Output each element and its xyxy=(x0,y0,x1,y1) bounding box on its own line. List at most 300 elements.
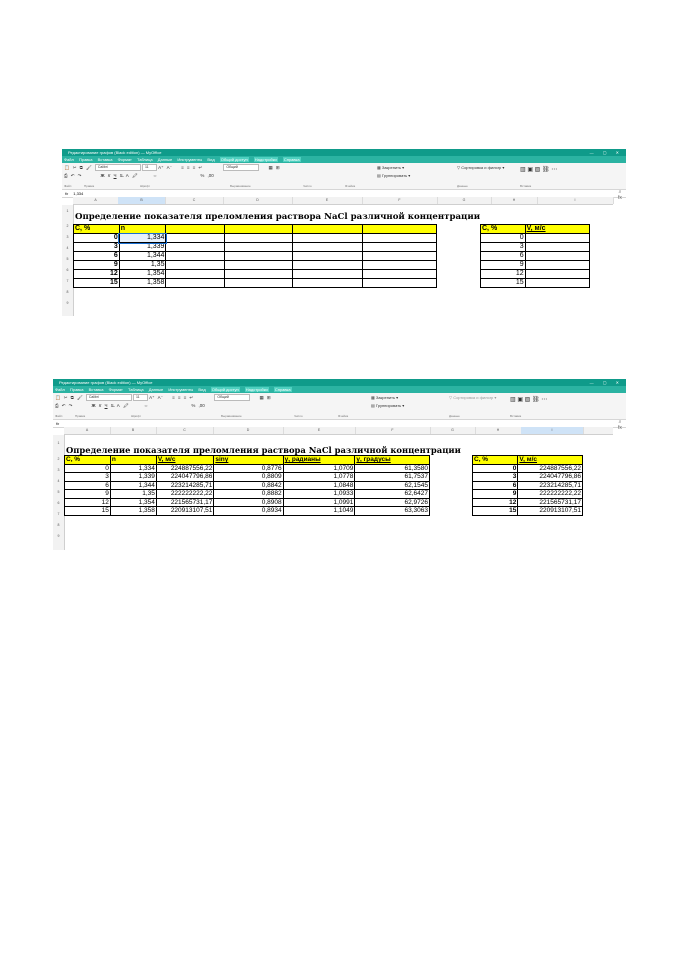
cell[interactable]: 1,35 xyxy=(119,261,166,270)
cell[interactable]: 9 xyxy=(65,490,111,499)
underline-icon[interactable]: Ч xyxy=(104,403,108,408)
cell[interactable]: 1,0848 xyxy=(283,481,355,490)
group-edit: Правка xyxy=(75,414,86,418)
group-font: Шрифт xyxy=(131,414,141,418)
table-row xyxy=(473,481,583,490)
strikethrough-icon[interactable]: S̶ xyxy=(110,403,114,408)
font-name-select[interactable]: Calibri xyxy=(95,164,141,171)
cell[interactable]: 62,9726 xyxy=(355,498,430,507)
cell[interactable]: 223214285,71 xyxy=(518,481,583,490)
table-row xyxy=(481,261,590,270)
menu-help[interactable]: Справка xyxy=(274,387,291,392)
spreadsheet-window-2 xyxy=(53,379,626,550)
header-cell[interactable] xyxy=(166,225,224,234)
cell[interactable] xyxy=(525,243,589,252)
cell[interactable] xyxy=(525,279,589,288)
menu-insert[interactable]: Вставка xyxy=(97,157,113,162)
spreadsheet-window-1 xyxy=(62,149,626,316)
cell[interactable]: 1,354 xyxy=(110,498,156,507)
header-cell[interactable]: V, м/с xyxy=(525,225,589,234)
menu-data[interactable]: Данные xyxy=(148,387,164,392)
cell[interactable] xyxy=(166,279,224,288)
cell[interactable] xyxy=(166,261,224,270)
cell[interactable]: 1,358 xyxy=(110,507,156,516)
group-edit: Правка xyxy=(84,184,95,188)
menu-view[interactable]: Вид xyxy=(198,387,206,392)
side-panel xyxy=(615,419,625,431)
row-1[interactable]: 1 xyxy=(66,209,69,213)
cell[interactable]: 6 xyxy=(74,252,120,261)
cell[interactable]: 9 xyxy=(473,490,518,499)
sort-filter-label: Сортировка и фильтр xyxy=(461,165,502,170)
bold-icon[interactable]: Ж xyxy=(91,403,96,408)
cell[interactable]: 0,8908 xyxy=(214,498,283,507)
redo-icon[interactable]: ↷ xyxy=(77,173,82,178)
cell[interactable]: 224887556,22 xyxy=(156,464,214,473)
cell[interactable]: 221565731,17 xyxy=(156,498,214,507)
wrap-text-icon[interactable]: ↵ xyxy=(198,165,203,170)
group-cell: Ячейка xyxy=(345,184,356,188)
insert-chart-icon[interactable]: ▥ ▣ ▨ ⛓ ⋯ xyxy=(510,397,548,403)
undo-icon[interactable]: ↶ xyxy=(70,173,75,178)
insert-chart-icon[interactable]: ▥ ▣ ▨ ⛓ ⋯ xyxy=(520,167,558,173)
row-2[interactable]: 2 xyxy=(57,457,60,461)
strikethrough-icon[interactable]: S̶ xyxy=(119,173,123,178)
cell[interactable]: 15 xyxy=(74,279,120,288)
menu-table[interactable]: Таблица xyxy=(127,387,144,392)
header-cell[interactable]: γ, градусы xyxy=(355,456,430,465)
align-right-icon[interactable]: ≡ xyxy=(192,165,196,170)
sort-filter-button[interactable]: ▽ Сортировка и фильтр ▾ xyxy=(449,395,497,400)
menu-format[interactable]: Формат xyxy=(117,157,132,162)
header-cell[interactable]: sinγ xyxy=(214,456,283,465)
cell[interactable]: 1,344 xyxy=(110,481,156,490)
cell[interactable] xyxy=(224,252,292,261)
table-row xyxy=(481,243,590,252)
font-size-select[interactable]: 11 xyxy=(133,394,148,401)
group-cell: Ячейка xyxy=(338,414,349,418)
cell[interactable]: 0,8882 xyxy=(214,490,283,499)
sheet-title: Определение показателя преломления раствора NaCl различной концентрации xyxy=(75,212,481,222)
cell[interactable]: 0,8809 xyxy=(214,473,283,482)
menu-addons[interactable]: Надстройки xyxy=(245,387,268,392)
cell[interactable]: 1,358 xyxy=(119,279,166,288)
col-d[interactable]: D xyxy=(213,427,284,434)
row-5[interactable]: 5 xyxy=(57,490,60,494)
header-cell[interactable]: С, % xyxy=(65,456,111,465)
table-row xyxy=(65,473,430,482)
table-row xyxy=(481,252,590,261)
grow-font-icon[interactable]: A⁺ xyxy=(158,165,164,170)
cell[interactable]: 12 xyxy=(65,498,111,507)
table-row xyxy=(481,270,590,279)
cell[interactable] xyxy=(362,261,436,270)
menu-bar xyxy=(53,386,626,393)
group-label: Группировать xyxy=(381,173,408,178)
column-headers xyxy=(64,427,613,435)
table-row xyxy=(65,507,430,516)
cell[interactable] xyxy=(525,261,589,270)
menu-tools[interactable]: Инструменты xyxy=(177,157,203,162)
cell[interactable] xyxy=(362,234,436,243)
row-1[interactable]: 1 xyxy=(57,441,60,445)
paste-icon[interactable]: 📋 xyxy=(64,165,70,170)
cell[interactable]: 15 xyxy=(481,279,526,288)
cell[interactable] xyxy=(293,243,362,252)
function-icon[interactable]: fx xyxy=(618,195,622,201)
title-bar xyxy=(62,149,626,156)
paste-icon[interactable]: 📋 xyxy=(55,395,61,400)
font-color-icon[interactable]: A xyxy=(125,173,129,178)
cell[interactable]: 62,1545 xyxy=(355,481,430,490)
side-panel xyxy=(615,189,625,201)
print-icon[interactable]: ⎙ xyxy=(64,173,68,178)
col-a[interactable]: A xyxy=(73,197,119,204)
freeze-button[interactable]: ▦ Закрепить ▾ xyxy=(377,165,405,170)
group-button[interactable]: ▤ Группировать ▾ xyxy=(377,173,411,178)
row-3[interactable]: 3 xyxy=(57,468,60,472)
cell[interactable] xyxy=(362,243,436,252)
row-9[interactable]: 9 xyxy=(57,534,60,538)
redo-icon[interactable]: ↷ xyxy=(68,403,73,408)
cell[interactable]: 220913107,51 xyxy=(156,507,214,516)
menu-addons[interactable]: Надстройки xyxy=(254,157,277,162)
cell[interactable] xyxy=(224,243,292,252)
cell[interactable]: 220913107,51 xyxy=(518,507,583,516)
cell[interactable] xyxy=(293,270,362,279)
cell[interactable] xyxy=(362,270,436,279)
underline-icon[interactable]: Ч xyxy=(113,173,117,178)
data-table xyxy=(73,224,437,288)
cell[interactable]: 0 xyxy=(74,234,120,243)
header-cell[interactable] xyxy=(362,225,436,234)
align-left-icon[interactable]: ≡ xyxy=(181,165,184,170)
number-format-select[interactable]: Общий xyxy=(223,164,259,171)
cell[interactable]: 222222222,22 xyxy=(518,490,583,499)
align-center-icon[interactable]: ≡ xyxy=(186,165,190,170)
menu-data[interactable]: Данные xyxy=(157,157,173,162)
format-painter-icon[interactable]: 🖌 xyxy=(85,165,92,170)
italic-icon[interactable]: К xyxy=(107,173,111,178)
cell[interactable]: 1,35 xyxy=(110,490,156,499)
cell[interactable]: 223214285,71 xyxy=(156,481,214,490)
cell[interactable] xyxy=(293,252,362,261)
cell[interactable]: 6 xyxy=(473,481,518,490)
cell[interactable] xyxy=(525,270,589,279)
cell[interactable] xyxy=(293,234,362,243)
header-cell[interactable] xyxy=(224,225,292,234)
col-f[interactable]: F xyxy=(362,197,438,204)
menu-file[interactable]: Файл xyxy=(55,387,65,392)
fx-icon: fx xyxy=(56,421,60,426)
menu-sharing[interactable]: Общий доступ xyxy=(211,387,239,392)
row-2[interactable]: 2 xyxy=(66,224,69,228)
menu-tools[interactable]: Инструменты xyxy=(168,387,194,392)
wrap-text-icon[interactable]: ↵ xyxy=(189,395,194,400)
menu-table[interactable]: Таблица xyxy=(136,157,153,162)
formula-value[interactable]: 1,334 xyxy=(73,191,84,196)
group-alignment: Выравнивание xyxy=(221,414,242,418)
header-cell[interactable] xyxy=(293,225,362,234)
cell[interactable]: 15 xyxy=(473,507,518,516)
table-row xyxy=(473,473,583,482)
undo-icon[interactable]: ↶ xyxy=(61,403,66,408)
window-controls[interactable]: — ▢ ✕ xyxy=(589,380,623,385)
table-row xyxy=(74,243,437,252)
font-color-icon[interactable]: A xyxy=(116,403,120,408)
col-h[interactable]: H xyxy=(491,197,538,204)
align-left-icon[interactable]: ≡ xyxy=(172,395,175,400)
table-row xyxy=(65,498,430,507)
cell[interactable] xyxy=(166,234,224,243)
cell[interactable] xyxy=(293,279,362,288)
group-file: Файл xyxy=(64,184,72,188)
cell[interactable]: 224047796,86 xyxy=(518,473,583,482)
row-3[interactable]: 3 xyxy=(66,235,69,239)
grow-font-icon[interactable]: A⁺ xyxy=(149,395,155,400)
col-f[interactable]: F xyxy=(355,427,431,434)
cell[interactable]: 224887556,22 xyxy=(518,464,583,473)
cell[interactable] xyxy=(525,234,589,243)
font-name-select[interactable]: Calibri xyxy=(86,394,132,401)
cut-icon[interactable]: ✂ xyxy=(63,395,68,400)
cell[interactable]: 1,344 xyxy=(119,252,166,261)
highlight-icon[interactable]: 🖍 xyxy=(122,403,129,408)
menu-bar xyxy=(62,156,626,163)
cell[interactable]: 61,7537 xyxy=(355,473,430,482)
cell[interactable]: 12 xyxy=(74,270,120,279)
table-row xyxy=(74,252,437,261)
menu-edit[interactable]: Правка xyxy=(69,387,84,392)
cell[interactable]: 3 xyxy=(74,243,120,252)
menu-view[interactable]: Вид xyxy=(207,157,215,162)
menu-sharing[interactable]: Общий доступ xyxy=(220,157,248,162)
cell[interactable]: 1,0709 xyxy=(283,464,355,473)
menu-help[interactable]: Справка xyxy=(283,157,300,162)
search-icon[interactable]: ⌕ xyxy=(618,419,622,425)
table-header-row xyxy=(481,225,590,234)
cell[interactable]: 221565731,17 xyxy=(518,498,583,507)
merge-cells-icon[interactable]: ⇔ xyxy=(152,173,158,178)
cell[interactable] xyxy=(362,252,436,261)
italic-icon[interactable]: К xyxy=(98,403,102,408)
decimal-icon[interactable]: ,00 xyxy=(207,173,214,178)
ribbon-toolbar xyxy=(53,393,626,420)
table-row xyxy=(473,507,583,516)
cell[interactable] xyxy=(166,243,224,252)
table-row xyxy=(74,234,437,243)
copy-icon[interactable]: ⧉ xyxy=(70,395,74,400)
highlight-icon[interactable]: 🖍 xyxy=(131,173,138,178)
cell[interactable] xyxy=(224,234,292,243)
fill-icon[interactable]: ▦ xyxy=(268,165,273,170)
row-7[interactable]: 7 xyxy=(57,512,60,516)
group-file: Файл xyxy=(55,414,63,418)
print-icon[interactable]: ⎙ xyxy=(55,403,59,408)
menu-format[interactable]: Формат xyxy=(108,387,123,392)
search-icon[interactable]: ⌕ xyxy=(618,189,622,195)
table-row xyxy=(65,481,430,490)
cell[interactable] xyxy=(362,279,436,288)
cell[interactable]: 0,8842 xyxy=(214,481,283,490)
row-4[interactable]: 4 xyxy=(66,246,69,250)
group-data: Данные xyxy=(449,414,460,418)
col-g[interactable]: G xyxy=(437,197,492,204)
function-icon[interactable]: fx xyxy=(618,425,622,431)
col-e[interactable]: E xyxy=(283,427,356,434)
header-cell[interactable]: С, % xyxy=(481,225,526,234)
row-9[interactable]: 9 xyxy=(66,301,69,305)
menu-edit[interactable]: Правка xyxy=(78,157,93,162)
col-e[interactable]: E xyxy=(292,197,363,204)
align-center-icon[interactable]: ≡ xyxy=(177,395,181,400)
table-row xyxy=(473,490,583,499)
col-c[interactable]: C xyxy=(165,197,224,204)
cell[interactable]: 1,0933 xyxy=(283,490,355,499)
cell[interactable]: 61,3580 xyxy=(355,464,430,473)
row-8[interactable]: 8 xyxy=(57,523,60,527)
cell[interactable]: 1,339 xyxy=(119,243,166,252)
sort-filter-label: Сортировка и фильтр xyxy=(453,395,494,400)
col-h[interactable]: H xyxy=(475,427,522,434)
number-format-select[interactable]: Общий xyxy=(214,394,250,401)
window-title: Редактирование графов (Black edition) — MyOffice xyxy=(59,380,153,385)
freeze-label: Закрепить xyxy=(381,165,402,170)
group-number: Число xyxy=(294,414,303,418)
row-7[interactable]: 7 xyxy=(66,279,69,283)
decimal-icon[interactable]: ,00 xyxy=(198,403,205,408)
row-6[interactable]: 6 xyxy=(66,268,69,272)
freeze-button[interactable]: ▦ Закрепить ▾ xyxy=(371,395,399,400)
cell[interactable]: 1,339 xyxy=(110,473,156,482)
menu-insert[interactable]: Вставка xyxy=(88,387,104,392)
cell[interactable] xyxy=(224,279,292,288)
cell[interactable]: 3 xyxy=(481,243,526,252)
column-headers xyxy=(73,197,613,205)
col-a[interactable]: A xyxy=(64,427,111,434)
cell[interactable] xyxy=(166,270,224,279)
cell[interactable]: 0 xyxy=(473,464,518,473)
header-cell[interactable]: V, м/с xyxy=(518,456,583,465)
row-4[interactable]: 4 xyxy=(57,479,60,483)
cell[interactable] xyxy=(224,261,292,270)
col-g[interactable]: G xyxy=(430,427,476,434)
group-data: Данные xyxy=(457,184,468,188)
menu-file[interactable]: Файл xyxy=(64,157,74,162)
row-8[interactable]: 8 xyxy=(66,290,69,294)
table-row xyxy=(65,464,430,473)
col-b[interactable]: B xyxy=(118,197,166,204)
col-b[interactable]: B xyxy=(110,427,157,434)
cell[interactable]: 1,354 xyxy=(119,270,166,279)
borders-icon[interactable]: ⊞ xyxy=(275,165,280,170)
col-i[interactable]: I xyxy=(537,197,614,204)
title-bar xyxy=(53,379,626,386)
align-right-icon[interactable]: ≡ xyxy=(183,395,187,400)
cell[interactable]: 9 xyxy=(74,261,120,270)
window-title: Редактирование графов (Black edition) — MyOffice xyxy=(68,150,162,155)
cell[interactable]: 6 xyxy=(65,481,111,490)
group-label: Группировать xyxy=(375,403,402,408)
header-cell[interactable]: V, м/с xyxy=(156,456,214,465)
percent-icon[interactable]: % xyxy=(191,403,196,408)
window-controls[interactable]: — ▢ ✕ xyxy=(589,150,623,155)
cell[interactable]: 3 xyxy=(65,473,111,482)
sort-filter-button[interactable]: ▽ Сортировка и фильтр ▾ xyxy=(457,165,505,170)
fill-icon[interactable]: ▦ xyxy=(259,395,264,400)
cell[interactable]: 0,8776 xyxy=(214,464,283,473)
col-c[interactable]: C xyxy=(156,427,214,434)
table-row xyxy=(74,270,437,279)
cell[interactable]: 1,334 xyxy=(110,464,156,473)
format-painter-icon[interactable]: 🖌 xyxy=(76,395,83,400)
merge-cells-icon[interactable]: ⇔ xyxy=(143,403,149,408)
group-font: Шрифт xyxy=(140,184,150,188)
table-row xyxy=(481,234,590,243)
copy-icon[interactable]: ⧉ xyxy=(79,165,83,170)
font-size-select[interactable]: 11 xyxy=(142,164,157,171)
col-i[interactable]: I xyxy=(521,427,584,434)
header-cell[interactable]: n xyxy=(110,456,156,465)
shrink-font-icon[interactable]: A⁻ xyxy=(157,395,163,400)
cell[interactable] xyxy=(224,270,292,279)
table-header-row xyxy=(74,225,437,234)
cell[interactable]: 224047796,86 xyxy=(156,473,214,482)
row-5[interactable]: 5 xyxy=(66,257,69,261)
cell[interactable]: 1,0778 xyxy=(283,473,355,482)
cell[interactable]: 63,3063 xyxy=(355,507,430,516)
header-cell[interactable]: n xyxy=(119,225,166,234)
cell[interactable] xyxy=(525,252,589,261)
data-table xyxy=(64,455,430,516)
side-table xyxy=(472,455,583,516)
cell[interactable]: 6 xyxy=(481,252,526,261)
cell[interactable] xyxy=(293,261,362,270)
cell[interactable]: 1,0991 xyxy=(283,498,355,507)
cell[interactable]: 3 xyxy=(473,473,518,482)
selected-cell[interactable]: 1,334 xyxy=(119,234,166,243)
cut-icon[interactable]: ✂ xyxy=(72,165,77,170)
cell[interactable]: 62,6427 xyxy=(355,490,430,499)
side-table xyxy=(480,224,590,288)
header-cell[interactable]: γ, радианы xyxy=(283,456,355,465)
bold-icon[interactable]: Ж xyxy=(100,173,105,178)
freeze-label: Закрепить xyxy=(375,395,396,400)
header-cell[interactable]: С, % xyxy=(473,456,518,465)
cell[interactable]: 12 xyxy=(481,270,526,279)
table-row xyxy=(473,464,583,473)
percent-icon[interactable]: % xyxy=(200,173,205,178)
col-d[interactable]: D xyxy=(223,197,293,204)
cell[interactable]: 9 xyxy=(481,261,526,270)
table-row xyxy=(65,490,430,499)
table-header-row xyxy=(473,456,583,465)
cell[interactable]: 0,8934 xyxy=(214,507,283,516)
group-button[interactable]: ▤ Группировать ▾ xyxy=(371,403,405,408)
cell[interactable]: 0 xyxy=(481,234,526,243)
cell[interactable]: 15 xyxy=(65,507,111,516)
borders-icon[interactable]: ⊞ xyxy=(266,395,271,400)
shrink-font-icon[interactable]: A⁻ xyxy=(166,165,172,170)
table-row xyxy=(473,498,583,507)
cell[interactable]: 12 xyxy=(473,498,518,507)
cell[interactable]: 0 xyxy=(65,464,111,473)
header-cell[interactable]: С, % xyxy=(74,225,120,234)
cell[interactable] xyxy=(166,252,224,261)
cell[interactable]: 1,1049 xyxy=(283,507,355,516)
row-6[interactable]: 6 xyxy=(57,501,60,505)
cell[interactable]: 222222222,22 xyxy=(156,490,214,499)
